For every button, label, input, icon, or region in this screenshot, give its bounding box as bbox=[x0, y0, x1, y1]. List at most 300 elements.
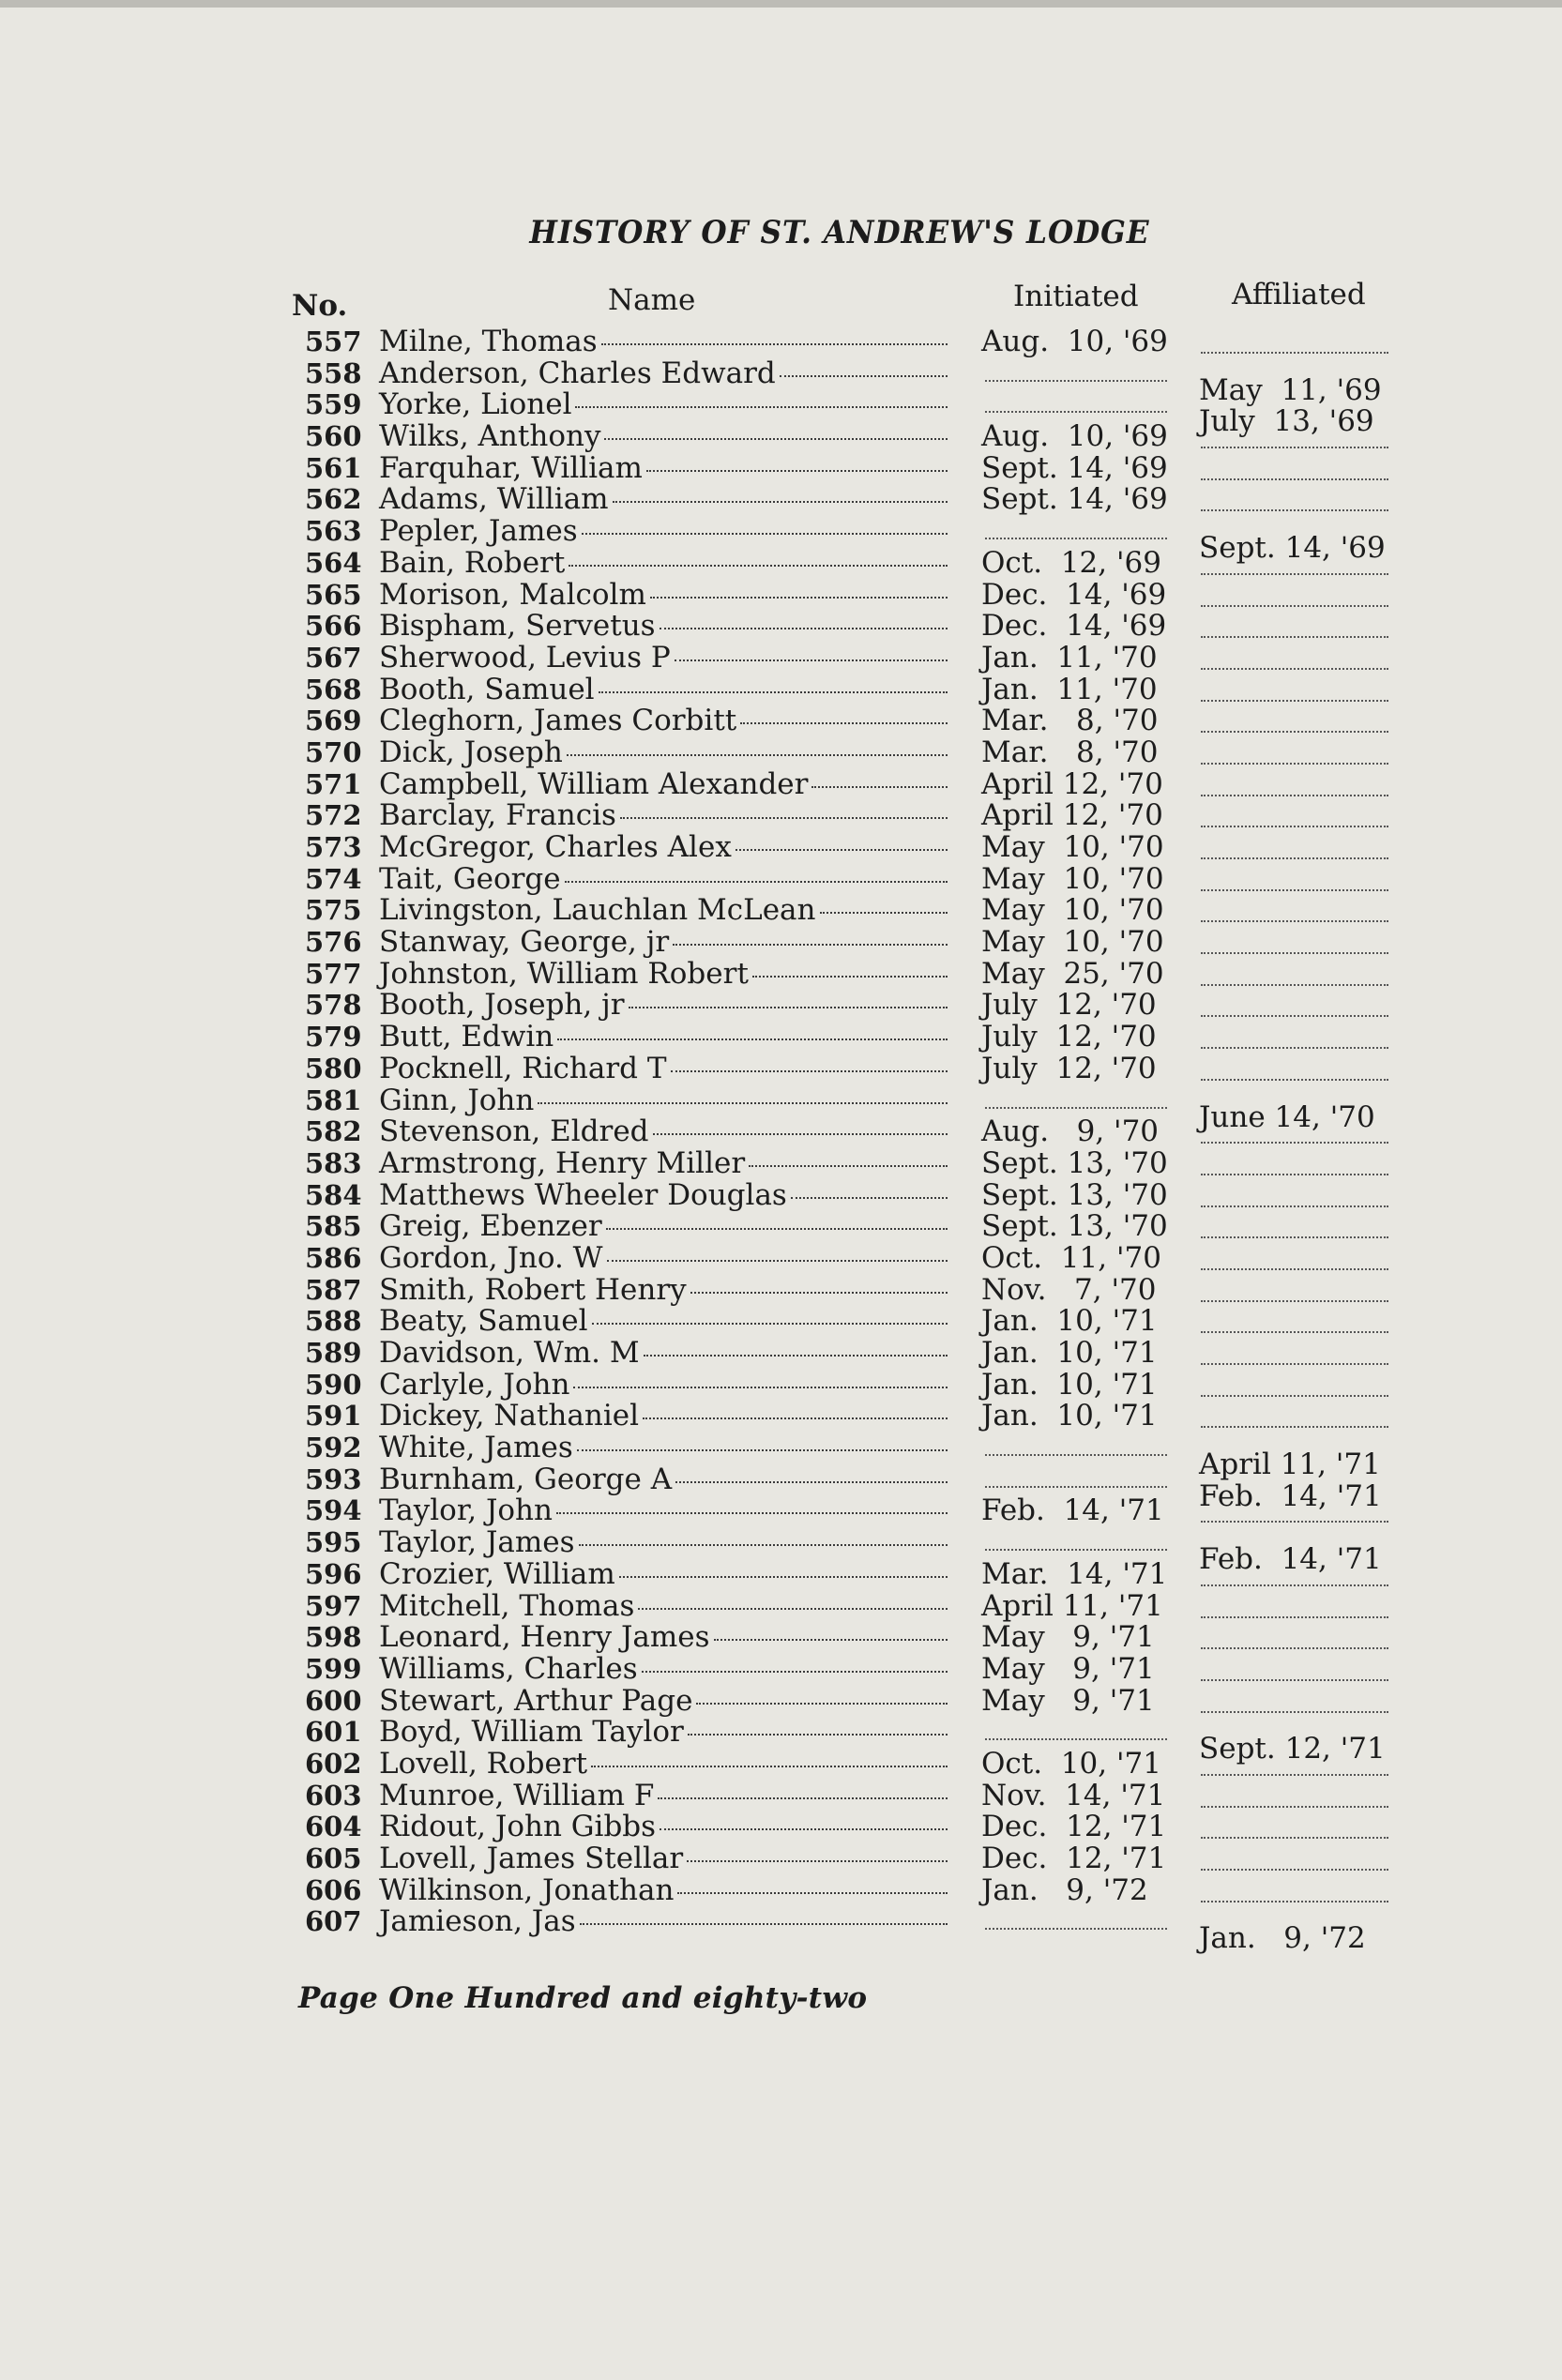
member-name: Beaty, Samuel bbox=[379, 1304, 588, 1339]
affiliated-blank bbox=[1201, 951, 1388, 954]
leader-dots bbox=[577, 1448, 948, 1451]
member-name-cell bbox=[379, 450, 948, 485]
member-name-cell bbox=[379, 326, 948, 358]
member-name: Lovell, Robert bbox=[379, 1746, 588, 1781]
initiated-date: Dec. 14, '69 bbox=[981, 577, 1167, 612]
leader-dots bbox=[740, 721, 948, 724]
member-number: 593 bbox=[305, 1463, 362, 1495]
header-initiated: Initiated bbox=[1013, 280, 1139, 313]
initiated-date: July 12, '70 bbox=[981, 988, 1157, 1023]
leader-dots bbox=[642, 1670, 948, 1673]
member-name: Burnham, George A bbox=[379, 1462, 673, 1496]
leader-dots bbox=[601, 342, 948, 345]
leader-dots bbox=[606, 1227, 948, 1230]
member-name-cell bbox=[379, 737, 948, 769]
initiated-date: May 9, '71 bbox=[981, 1651, 1155, 1686]
affiliated-blank bbox=[1201, 1141, 1388, 1144]
member-number: 579 bbox=[305, 1021, 362, 1054]
member-name: Wilks, Anthony bbox=[379, 419, 601, 454]
member-name-cell bbox=[379, 1116, 948, 1148]
member-name-cell bbox=[379, 1906, 948, 1938]
affiliated-blank bbox=[1201, 1868, 1388, 1871]
member-number: 607 bbox=[305, 1905, 362, 1938]
affiliated-blank bbox=[1201, 1078, 1388, 1081]
initiated-date: May 9, '71 bbox=[981, 1683, 1155, 1718]
member-name: Morison, Malcolm bbox=[379, 577, 646, 612]
member-name: Dickey, Nathaniel bbox=[379, 1399, 640, 1433]
leader-dots bbox=[780, 374, 948, 377]
affiliated-date: June 14, '70 bbox=[1199, 1099, 1375, 1134]
member-number: 599 bbox=[305, 1652, 362, 1685]
initiated-date: Feb. 14, '71 bbox=[981, 1493, 1164, 1528]
affiliated-blank bbox=[1201, 1267, 1388, 1270]
table-row bbox=[0, 1240, 1562, 1275]
member-name: Cleghorn, James Corbitt bbox=[379, 704, 737, 738]
member-name: Armstrong, Henry Miller bbox=[379, 1145, 746, 1180]
affiliated-blank bbox=[1201, 1014, 1388, 1017]
initiated-blank bbox=[985, 1927, 1167, 1930]
member-number: 587 bbox=[305, 1273, 362, 1306]
affiliated-date: Feb. 14, '71 bbox=[1199, 1478, 1382, 1513]
table-row bbox=[0, 1651, 1562, 1686]
member-name: Yorke, Lionel bbox=[379, 387, 572, 422]
affiliated-blank bbox=[1201, 1299, 1388, 1302]
affiliated-blank bbox=[1201, 1046, 1388, 1049]
leader-dots bbox=[591, 1765, 948, 1767]
member-name: Pocknell, Richard T bbox=[379, 1051, 667, 1085]
member-number: 559 bbox=[305, 388, 362, 421]
member-name-cell bbox=[379, 1556, 948, 1591]
initiated-blank bbox=[985, 1106, 1167, 1109]
member-name: Leonard, Henry James bbox=[379, 1620, 710, 1655]
table-row bbox=[0, 450, 1562, 485]
affiliated-date: Feb. 14, '71 bbox=[1199, 1542, 1382, 1577]
leader-dots bbox=[660, 1827, 948, 1830]
leader-dots bbox=[644, 1354, 948, 1357]
member-name-cell bbox=[379, 1022, 948, 1054]
initiated-date: Aug. 9, '70 bbox=[981, 1114, 1160, 1149]
member-name-cell bbox=[379, 545, 948, 580]
member-name-cell bbox=[379, 895, 948, 927]
member-number: 575 bbox=[305, 894, 362, 927]
member-number: 598 bbox=[305, 1621, 362, 1654]
affiliated-blank bbox=[1201, 1836, 1388, 1839]
member-name: Davidson, Wm. M bbox=[379, 1336, 640, 1370]
affiliated-blank bbox=[1201, 794, 1388, 796]
leader-dots bbox=[820, 911, 948, 914]
leader-dots bbox=[613, 500, 948, 503]
member-number: 572 bbox=[305, 799, 362, 832]
leader-dots bbox=[749, 1164, 948, 1167]
member-name-cell bbox=[379, 358, 948, 390]
member-name-cell bbox=[379, 990, 948, 1022]
affiliated-blank bbox=[1201, 1646, 1388, 1649]
member-name: McGregor, Charles Alex bbox=[379, 830, 732, 864]
table-row bbox=[0, 737, 1562, 769]
leader-dots bbox=[620, 816, 948, 819]
table-row bbox=[0, 1177, 1562, 1212]
table-row bbox=[0, 1306, 1562, 1338]
leader-dots bbox=[638, 1607, 948, 1610]
leader-dots bbox=[688, 1733, 948, 1736]
member-number: 582 bbox=[305, 1115, 362, 1148]
leader-dots bbox=[675, 1480, 948, 1483]
member-number: 577 bbox=[305, 957, 362, 990]
member-name: Booth, Samuel bbox=[379, 672, 595, 706]
member-number: 571 bbox=[305, 767, 362, 800]
affiliated-blank bbox=[1201, 919, 1388, 922]
member-name-cell bbox=[379, 516, 948, 548]
leader-dots bbox=[690, 1291, 948, 1294]
member-name-cell bbox=[379, 1651, 948, 1686]
affiliated-blank bbox=[1201, 478, 1388, 480]
member-name: Williams, Charles bbox=[379, 1651, 638, 1686]
initiated-date: Aug. 10, '69 bbox=[981, 419, 1168, 454]
leader-dots bbox=[579, 1543, 948, 1546]
member-name: Ginn, John bbox=[379, 1083, 535, 1117]
table-row bbox=[0, 1051, 1562, 1085]
member-name-cell bbox=[379, 1401, 948, 1433]
member-name-cell bbox=[379, 1778, 948, 1812]
member-name: Lovell, James Stellar bbox=[379, 1842, 684, 1875]
initiated-date: Mar. 8, '70 bbox=[981, 704, 1159, 738]
initiated-date: May 25, '70 bbox=[981, 956, 1164, 991]
affiliated-blank bbox=[1201, 1362, 1388, 1365]
member-number: 594 bbox=[305, 1494, 362, 1527]
member-number: 562 bbox=[305, 483, 362, 516]
member-name: Munroe, William F bbox=[379, 1778, 655, 1812]
affiliated-blank bbox=[1201, 446, 1388, 448]
table-row bbox=[0, 611, 1562, 643]
member-number: 592 bbox=[305, 1432, 362, 1464]
affiliated-blank bbox=[1201, 1425, 1388, 1428]
initiated-date: Jan. 10, '71 bbox=[981, 1399, 1158, 1433]
member-name-cell bbox=[379, 766, 948, 801]
initiated-date: Sept. 13, '70 bbox=[981, 1145, 1168, 1180]
member-name: Johnston, William Robert bbox=[379, 956, 749, 991]
initiated-date: Jan. 11, '70 bbox=[981, 640, 1158, 675]
member-name: Booth, Joseph, jr bbox=[379, 988, 625, 1023]
leader-dots bbox=[677, 1891, 948, 1894]
member-number: 585 bbox=[305, 1210, 362, 1243]
member-name: Matthews Wheeler Douglas bbox=[379, 1177, 787, 1212]
table-row bbox=[0, 326, 1562, 358]
member-number: 604 bbox=[305, 1811, 362, 1843]
member-number: 570 bbox=[305, 735, 362, 768]
initiated-date: Oct. 10, '71 bbox=[981, 1746, 1161, 1781]
table-row bbox=[0, 484, 1562, 516]
table-row bbox=[0, 1116, 1562, 1148]
table-row bbox=[0, 577, 1562, 612]
member-name-cell bbox=[379, 1240, 948, 1275]
member-name: Tait, George bbox=[379, 861, 561, 896]
member-number: 569 bbox=[305, 705, 362, 737]
member-name: Greig, Ebenzer bbox=[379, 1209, 602, 1244]
member-name: Mitchell, Thomas bbox=[379, 1588, 635, 1623]
affiliated-blank bbox=[1201, 1710, 1388, 1713]
affiliated-blank bbox=[1201, 1615, 1388, 1618]
member-number: 566 bbox=[305, 610, 362, 643]
member-number: 583 bbox=[305, 1146, 362, 1179]
leader-dots bbox=[658, 1796, 948, 1799]
table-row bbox=[0, 1622, 1562, 1654]
table-row bbox=[0, 1588, 1562, 1623]
member-name: Taylor, James bbox=[379, 1525, 575, 1560]
member-name: Bispham, Servetus bbox=[379, 609, 656, 644]
member-number: 606 bbox=[305, 1873, 362, 1906]
member-name-cell bbox=[379, 389, 948, 421]
initiated-date: April 12, '70 bbox=[981, 766, 1163, 801]
table-row bbox=[0, 1812, 1562, 1843]
member-name-cell bbox=[379, 1051, 948, 1085]
member-name: Livingston, Lauchlan McLean bbox=[379, 893, 816, 928]
member-name-cell bbox=[379, 1272, 948, 1307]
initiated-blank bbox=[985, 537, 1167, 539]
initiated-date: Oct. 11, '70 bbox=[981, 1240, 1161, 1275]
affiliated-blank bbox=[1201, 1678, 1388, 1681]
table-row bbox=[0, 705, 1562, 737]
table-row bbox=[0, 895, 1562, 927]
initiated-date: May 9, '71 bbox=[981, 1620, 1155, 1655]
leader-dots bbox=[660, 627, 948, 629]
member-name-cell bbox=[379, 1211, 948, 1243]
member-name-cell bbox=[379, 861, 948, 896]
initiated-date: Aug. 10, '69 bbox=[981, 325, 1168, 358]
affiliated-blank bbox=[1201, 1773, 1388, 1776]
member-name-cell bbox=[379, 1306, 948, 1338]
leader-dots bbox=[629, 1006, 948, 1008]
leader-dots bbox=[811, 785, 948, 788]
member-name: Campbell, William Alexander bbox=[379, 766, 809, 801]
initiated-date: Sept. 14, '69 bbox=[981, 482, 1168, 517]
initiated-date: Jan. 11, '70 bbox=[981, 672, 1158, 706]
member-number: 584 bbox=[305, 1178, 362, 1211]
member-number: 568 bbox=[305, 673, 362, 705]
table-row bbox=[0, 1778, 1562, 1812]
initiated-date: Sept. 14, '69 bbox=[981, 450, 1168, 485]
member-number: 574 bbox=[305, 862, 362, 895]
table-row bbox=[0, 1843, 1562, 1875]
member-name: Adams, William bbox=[379, 482, 609, 517]
member-number: 602 bbox=[305, 1747, 362, 1780]
initiated-date: Jan. 9, '72 bbox=[981, 1872, 1148, 1907]
member-name: Gordon, Jno. W bbox=[379, 1240, 603, 1275]
member-name: Barclay, Francis bbox=[379, 798, 616, 833]
leader-dots bbox=[675, 659, 948, 661]
affiliated-date: April 11, '71 bbox=[1199, 1448, 1381, 1482]
initiated-blank bbox=[985, 410, 1167, 413]
affiliated-date: May 11, '69 bbox=[1199, 372, 1382, 407]
table-row bbox=[0, 1746, 1562, 1781]
leader-dots bbox=[592, 1322, 948, 1325]
member-number: 605 bbox=[305, 1842, 362, 1874]
member-number: 565 bbox=[305, 578, 362, 611]
affiliated-blank bbox=[1201, 351, 1388, 354]
initiated-date: Mar. 14, '71 bbox=[981, 1556, 1168, 1591]
initiated-blank bbox=[985, 379, 1167, 382]
table-row bbox=[0, 800, 1562, 832]
member-number: 591 bbox=[305, 1400, 362, 1433]
member-name: Dick, Joseph bbox=[379, 735, 563, 769]
initiated-date: Sept. 13, '70 bbox=[981, 1177, 1168, 1212]
member-name-cell bbox=[379, 1145, 948, 1180]
affiliated-blank bbox=[1201, 825, 1388, 827]
leader-dots bbox=[736, 848, 948, 851]
leader-dots bbox=[650, 596, 948, 599]
affiliated-blank bbox=[1201, 1584, 1388, 1586]
member-number: 597 bbox=[305, 1589, 362, 1622]
table-row bbox=[0, 832, 1562, 864]
initiated-date: Dec. 12, '71 bbox=[981, 1810, 1167, 1844]
table-row bbox=[0, 672, 1562, 706]
leader-dots bbox=[653, 1132, 948, 1135]
table-row bbox=[0, 1556, 1562, 1591]
member-name-cell bbox=[379, 927, 948, 959]
affiliated-blank bbox=[1201, 762, 1388, 765]
member-number: 578 bbox=[305, 989, 362, 1022]
member-name: Farquhar, William bbox=[379, 450, 643, 485]
member-name-cell bbox=[379, 421, 948, 453]
member-name-cell bbox=[379, 640, 948, 675]
header-affiliated: Affiliated bbox=[1232, 278, 1366, 311]
column-headers bbox=[0, 280, 1562, 321]
member-number: 558 bbox=[305, 356, 362, 389]
initiated-date: Nov. 7, '70 bbox=[981, 1272, 1157, 1307]
member-number: 567 bbox=[305, 641, 362, 674]
member-number: 596 bbox=[305, 1557, 362, 1590]
member-number: 557 bbox=[305, 326, 362, 357]
member-name-cell bbox=[379, 577, 948, 612]
affiliated-blank bbox=[1201, 1205, 1388, 1207]
member-name-cell bbox=[379, 1495, 948, 1527]
member-name-cell bbox=[379, 1367, 948, 1402]
member-name: Bain, Robert bbox=[379, 545, 566, 580]
leader-dots bbox=[643, 1417, 948, 1419]
leader-dots bbox=[538, 1101, 948, 1104]
table-row bbox=[0, 1211, 1562, 1243]
leader-dots bbox=[599, 690, 948, 693]
member-number: 560 bbox=[305, 420, 362, 453]
member-name: Taylor, John bbox=[379, 1493, 553, 1528]
affiliated-blank bbox=[1201, 1173, 1388, 1175]
member-number: 595 bbox=[305, 1526, 362, 1559]
member-number: 563 bbox=[305, 515, 362, 548]
member-name: Jamieson, Jas bbox=[379, 1904, 576, 1939]
member-number: 589 bbox=[305, 1337, 362, 1369]
member-name-cell bbox=[379, 1622, 948, 1654]
member-register-table bbox=[0, 325, 1562, 1956]
initiated-date: May 10, '70 bbox=[981, 893, 1164, 928]
member-number: 588 bbox=[305, 1305, 362, 1338]
initiated-date: Nov. 14, '71 bbox=[981, 1778, 1166, 1812]
member-name: Sherwood, Levius P bbox=[379, 640, 671, 675]
leader-dots bbox=[567, 753, 948, 756]
initiated-date: July 12, '70 bbox=[981, 1020, 1157, 1054]
member-name-cell bbox=[379, 705, 948, 737]
table-row bbox=[0, 1872, 1562, 1907]
member-name: Stewart, Arthur Page bbox=[379, 1683, 693, 1718]
member-name: Wilkinson, Jonathan bbox=[379, 1872, 675, 1907]
member-number: 580 bbox=[305, 1052, 362, 1084]
initiated-date: May 10, '70 bbox=[981, 925, 1164, 960]
initiated-date: Jan. 10, '71 bbox=[981, 1304, 1158, 1339]
affiliated-date: Jan. 9, '72 bbox=[1199, 1921, 1366, 1956]
initiated-date: Jan. 10, '71 bbox=[981, 1367, 1158, 1402]
leader-dots bbox=[714, 1638, 948, 1641]
leader-dots bbox=[565, 880, 948, 883]
leader-dots bbox=[607, 1259, 948, 1262]
leader-dots bbox=[580, 1922, 948, 1925]
affiliated-blank bbox=[1201, 1235, 1388, 1238]
member-name-cell bbox=[379, 832, 948, 864]
leader-dots bbox=[582, 532, 948, 535]
member-name-cell bbox=[379, 1843, 948, 1875]
leader-dots bbox=[575, 405, 948, 408]
table-row bbox=[0, 421, 1562, 453]
initiated-blank bbox=[985, 1548, 1167, 1551]
initiated-blank bbox=[985, 1737, 1167, 1740]
table-row bbox=[0, 545, 1562, 580]
page-footer: Page One Hundred and eighty-two bbox=[298, 1981, 868, 2015]
table-row bbox=[0, 861, 1562, 896]
member-name-cell bbox=[379, 1085, 948, 1117]
table-row bbox=[0, 1272, 1562, 1307]
member-name: Boyd, William Taylor bbox=[379, 1715, 684, 1750]
leader-dots bbox=[556, 1511, 948, 1514]
table-row bbox=[0, 1367, 1562, 1402]
affiliated-date: Sept. 12, '71 bbox=[1199, 1732, 1386, 1766]
affiliated-blank bbox=[1201, 1900, 1388, 1902]
member-name: Anderson, Charles Edward bbox=[379, 356, 776, 390]
member-name: Crozier, William bbox=[379, 1556, 615, 1591]
affiliated-blank bbox=[1201, 730, 1388, 733]
table-row bbox=[0, 1683, 1562, 1718]
initiated-date: Sept. 13, '70 bbox=[981, 1209, 1168, 1244]
initiated-date: Dec. 12, '71 bbox=[981, 1842, 1167, 1875]
member-number: 586 bbox=[305, 1241, 362, 1274]
header-name: Name bbox=[608, 283, 696, 317]
member-name-cell bbox=[379, 611, 948, 643]
member-name-cell bbox=[379, 1717, 948, 1749]
initiated-date: Dec. 14, '69 bbox=[981, 609, 1167, 644]
leader-dots bbox=[673, 943, 948, 946]
running-head: HISTORY OF ST. ANDREW'S LODGE bbox=[529, 214, 1150, 251]
leader-dots bbox=[687, 1859, 948, 1862]
member-number: 590 bbox=[305, 1368, 362, 1401]
affiliated-blank bbox=[1201, 888, 1388, 891]
affiliated-blank bbox=[1201, 699, 1388, 702]
initiated-date: Oct. 12, '69 bbox=[981, 545, 1161, 580]
initiated-date: May 10, '70 bbox=[981, 861, 1164, 896]
table-row bbox=[0, 1022, 1562, 1054]
leader-dots bbox=[791, 1196, 948, 1199]
table-row bbox=[0, 1401, 1562, 1433]
member-number: 573 bbox=[305, 831, 362, 863]
member-name-cell bbox=[379, 672, 948, 706]
affiliated-blank bbox=[1201, 667, 1388, 670]
affiliated-date: July 13, '69 bbox=[1199, 404, 1374, 439]
leader-dots bbox=[752, 975, 948, 978]
member-name: Stevenson, Eldred bbox=[379, 1114, 649, 1149]
initiated-date: Jan. 10, '71 bbox=[981, 1336, 1158, 1370]
member-number: 601 bbox=[305, 1716, 362, 1749]
leader-dots bbox=[604, 437, 948, 440]
table-row bbox=[0, 1145, 1562, 1180]
member-name-cell bbox=[379, 1588, 948, 1623]
initiated-date: April 11, '71 bbox=[981, 1588, 1163, 1623]
member-number: 564 bbox=[305, 546, 362, 579]
member-name-cell bbox=[379, 800, 948, 832]
